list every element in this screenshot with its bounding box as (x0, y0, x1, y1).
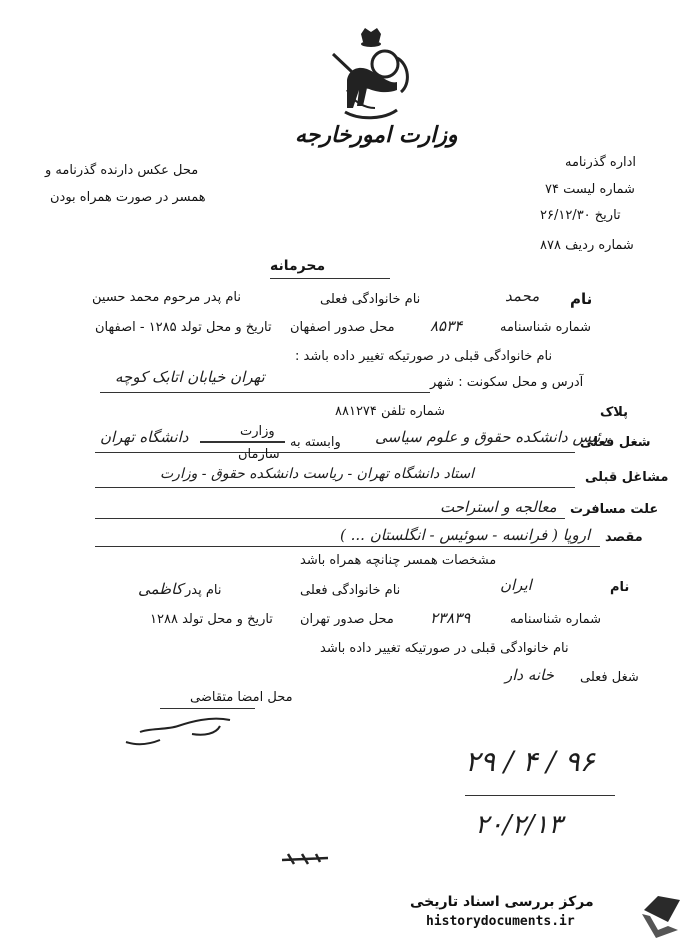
birth-label: تاریخ و محل تولد ۱۲۸۵ - اصفهان (95, 320, 272, 335)
list-number: شماره لیست ۷۴ (545, 182, 635, 197)
travel-reason-value: معالجه و استراحت (440, 498, 557, 516)
spouse-issue-label: محل صدور تهران (300, 612, 394, 627)
stamp-line2: ۲۰/۲/۱۳ (475, 810, 563, 840)
family-label: نام خانوادگی فعلی (320, 292, 421, 307)
phone-label: شماره تلفن ۸۸۱۲۷۴ (335, 404, 446, 419)
photo-note-line1: محل عکس دارنده گذرنامه و (45, 163, 199, 178)
initial-mark (280, 848, 330, 872)
spouse-name-label: نام (610, 580, 630, 595)
plate-label: پلاک (600, 405, 629, 420)
prev-jobs-value: استاد دانشگاه تهران - ریاست دانشکده حقوق - وزارت (160, 466, 475, 482)
ministry-word: وزارت (240, 424, 275, 439)
job-line (95, 452, 575, 453)
spouse-id-value: ۲۳۸۳۹ (430, 609, 471, 627)
row-number: شماره ردیف ۸۷۸ (540, 238, 634, 253)
affil-label: وابسته به (290, 435, 341, 450)
job-label: شغل فعلی (580, 435, 651, 450)
stamp-line1: ۹۶ / ۴ / ۲۹ (465, 745, 595, 778)
signature-line (160, 708, 255, 709)
spouse-birth-label: تاریخ و محل تولد ۱۲۸۸ (150, 612, 273, 627)
header-date: تاریخ ۲۶/۱۲/۳۰ (540, 208, 621, 223)
issue-label: محل صدور اصفهان (290, 320, 395, 335)
spouse-father-value: کاظمی (138, 580, 183, 598)
affil-rule (200, 441, 285, 443)
address-line (100, 392, 430, 393)
watermark-name: مرکز بررسی اسناد تاریخی (410, 894, 594, 910)
spouse-job-label: شغل فعلی (580, 670, 639, 685)
prev-jobs-line (95, 487, 575, 488)
watermark-logo (400, 890, 700, 943)
name-value: محمد (505, 287, 540, 305)
archive-logo-icon (638, 892, 686, 944)
ministry-title: وزارت امورخارجه (295, 122, 458, 148)
stamp-rule (465, 795, 615, 796)
job-value: رئیس دانشکده حقوق و علوم سیاسی (375, 428, 608, 446)
org-word: سازمان (238, 447, 280, 462)
spouse-father-label: نام پدر (185, 583, 222, 598)
spouse-family-label: نام خانوادگی فعلی (300, 583, 401, 598)
id-label: شماره شناسنامه (500, 320, 592, 335)
destination-label: مقصد (605, 530, 643, 545)
father-label: نام پدر مرحوم محمد حسین (92, 290, 241, 305)
memo-title: محرمانه (270, 258, 326, 274)
lion-and-sun-emblem (325, 28, 415, 124)
spouse-prev-family: نام خانوادگی قبلی در صورتیکه تغییر داده باشد (320, 641, 569, 656)
spouse-heading: مشخصات همسر چنانچه همراه باشد (300, 553, 497, 568)
signature-label: محل امضا متقاضی (190, 690, 293, 705)
address-label: آدرس و محل سکونت : شهر (430, 375, 584, 390)
id-value: ۸۵۳۴ (430, 317, 463, 335)
title-underline (270, 278, 390, 279)
watermark-url: historydocuments.ir (426, 914, 575, 929)
photo-note-line2: همسر در صورت همراه بودن (50, 190, 206, 205)
affil-value: دانشگاه تهران (100, 428, 189, 446)
spouse-job-value: خانه دار (505, 666, 554, 684)
prev-jobs-label: مشاغل قبلی (585, 470, 669, 485)
destination-line (95, 546, 600, 547)
spouse-name-value: ایران (500, 576, 532, 594)
destination-value: اروپا ( فرانسه - سوئیس - انگلستان ... ) (340, 526, 591, 544)
prev-family-label: نام خانوادگی قبلی در صورتیکه تغییر داده باشد : (295, 349, 553, 364)
travel-reason-line (95, 518, 565, 519)
spouse-id-label: شماره شناسنامه (510, 612, 602, 627)
dept-label: اداره گذرنامه (565, 155, 637, 170)
name-label: نام (570, 290, 593, 308)
address-value: تهران خیابان اتابک کوچه (115, 368, 265, 386)
travel-reason-label: علت مسافرت (570, 502, 659, 517)
handwritten-signature (120, 712, 240, 756)
